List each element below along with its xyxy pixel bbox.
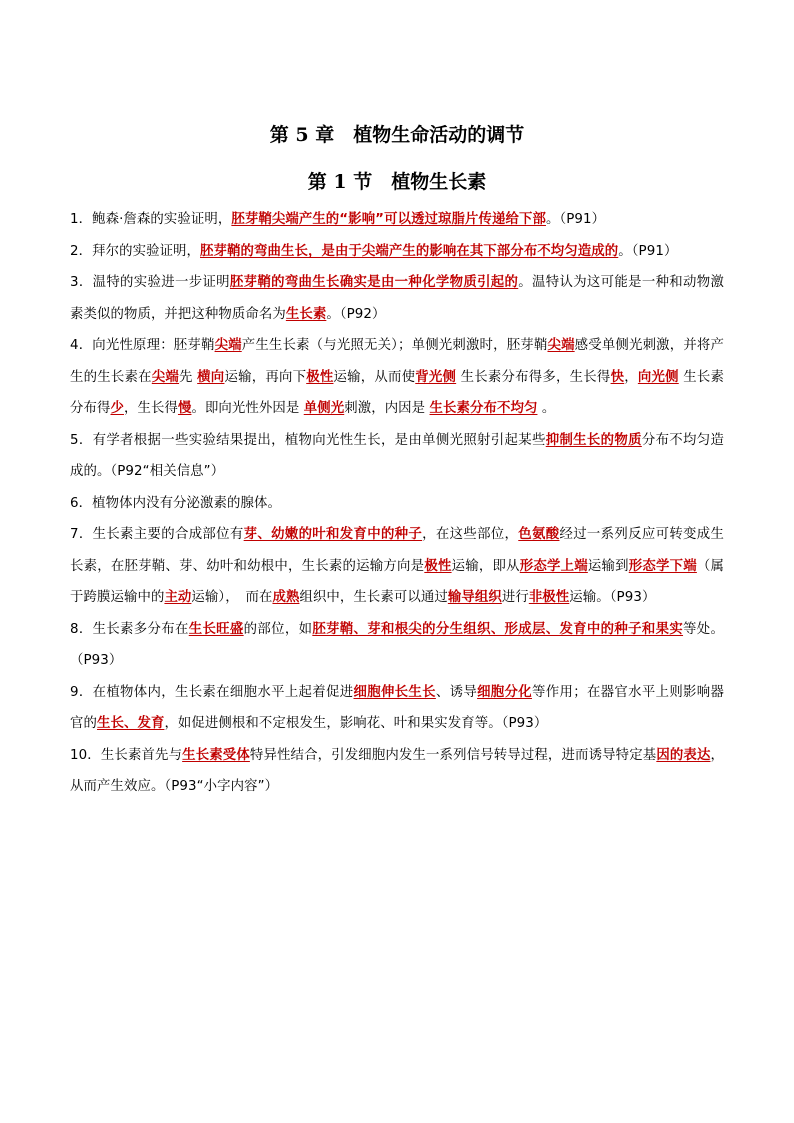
text-segment: 运输到 xyxy=(587,558,629,574)
key-answer: 尖端 xyxy=(214,338,242,353)
text-segment: 7．生长素主要的合成部位有 xyxy=(70,527,244,542)
key-answer: 胚芽鞘、芽和根尖的分生组织、形成层、发育中的种子和果实 xyxy=(312,621,684,637)
key-answer: 生长素分布不均匀 xyxy=(429,401,538,416)
key-answer: 尖端 xyxy=(547,338,575,353)
key-answer: 极性 xyxy=(424,558,452,574)
text-segment: ，如促进侧根和不定根发生，影响花、叶和果实发育等。（P93） xyxy=(164,716,548,731)
key-answer: 非极性 xyxy=(528,590,570,605)
key-answer: 极性 xyxy=(306,369,334,385)
key-answer: 胚芽鞘尖端产生的“影响”可以透过琼脂片传递给下部 xyxy=(231,212,546,227)
key-answer: 芽、幼嫩的叶和发育中的种子 xyxy=(243,527,423,542)
text-segment: 。（P91） xyxy=(545,212,606,227)
text-segment: 特异性结合，引发细胞内发生一系列信号转导过程，进而诱导特定基 xyxy=(249,747,657,763)
text-segment: ， xyxy=(624,369,638,385)
text-segment: （属于跨膜运输中的 xyxy=(70,558,725,605)
section-title: 第 1 节 植物生长素 xyxy=(307,171,487,193)
text-segment: 5．有学者根据一些实验结果提出，植物向光性生长，是由单侧光照射引起某些 xyxy=(70,432,546,448)
key-answer: 细胞分化 xyxy=(477,684,533,700)
text-segment: 。温特认为这可能是一种和动物激素类似的物质，并把这种物质命名为 xyxy=(70,275,724,322)
key-answer: 形态学下端 xyxy=(628,558,697,574)
text-segment: 3．温特的实验进一步证明 xyxy=(70,275,230,290)
key-answer: 胚芽鞘的弯曲生长确实是由一种化学物质引起的 xyxy=(229,275,519,290)
text-segment: 等处。（P93） xyxy=(70,621,724,668)
text-segment: 1．鲍森·詹森的实验证明， xyxy=(70,212,232,227)
key-answer: 单侧光 xyxy=(303,401,345,416)
list-item xyxy=(70,267,724,330)
key-answer: 胚芽鞘的弯曲生长，是由于尖端产生的影响在其下部分布不均匀造成的 xyxy=(200,243,619,259)
text-segment: 4．向光性原理：胚芽鞘 xyxy=(70,338,215,353)
text-segment: 运输，即从 xyxy=(451,558,520,574)
text-segment: 运输）， 而在 xyxy=(191,590,273,605)
text-segment: ，从而产生效应。（P93“小字内容”） xyxy=(70,747,725,794)
key-answer: 输导组织 xyxy=(447,590,502,605)
text-segment: 产生生长素（与光照无关）；单侧光刺激时，胚芽鞘 xyxy=(241,338,548,353)
text-segment: 进行 xyxy=(501,590,529,605)
text-segment: 8．生长素多分布在 xyxy=(70,621,189,637)
key-answer: 生长素受体 xyxy=(182,747,250,763)
key-answer: 向光侧 xyxy=(637,369,679,385)
text-segment: 。（P91） xyxy=(618,243,678,259)
text-segment: 。即向光性外因是 xyxy=(191,401,304,416)
knowledge-points-list xyxy=(70,204,724,803)
text-segment: 9．在植物体内，生长素在细胞水平上起着促进 xyxy=(70,684,354,700)
text-segment: 10．生长素首先与 xyxy=(70,747,183,763)
text-segment: 等作用；在器官水平上则影响器官的 xyxy=(70,684,725,731)
text-segment: 的部位，如 xyxy=(243,621,313,637)
text-segment: 分布不均匀造成的。（P92“相关信息”） xyxy=(70,432,724,479)
key-answer: 形态学上端 xyxy=(519,558,588,574)
list-item xyxy=(70,330,724,425)
list-item xyxy=(70,236,724,268)
list-item xyxy=(70,425,724,488)
key-answer: 快 xyxy=(610,369,625,385)
key-answer: 横向 xyxy=(197,369,225,385)
list-item xyxy=(70,519,724,614)
text-segment: 、诱导 xyxy=(435,684,478,700)
key-answer: 尖端 xyxy=(151,369,180,385)
key-answer: 抑制生长的物质 xyxy=(545,432,642,448)
key-answer: 生长素 xyxy=(285,306,327,322)
text-segment: 运输。（P93） xyxy=(569,590,656,605)
key-answer: 少 xyxy=(110,401,124,416)
text-segment: 刺激，内因是 xyxy=(344,401,430,416)
text-segment: ，生长得 xyxy=(123,401,178,416)
key-answer: 因的表达 xyxy=(656,747,711,763)
list-item xyxy=(70,677,724,740)
chapter-title: 第 5 章 植物生命活动的调节 xyxy=(269,124,525,146)
text-segment: 组织中，生长素可以通过 xyxy=(299,590,448,605)
text-segment: 运输，再向下 xyxy=(224,369,307,385)
text-segment: ，在这些部位， xyxy=(422,527,519,542)
key-answer: 细胞伸长生长 xyxy=(353,684,436,700)
list-item xyxy=(70,204,724,236)
text-segment: 生长素分布得多，生长得 xyxy=(456,369,611,385)
list-item xyxy=(70,488,724,520)
text-segment: 6．植物体内没有分泌激素的腺体。 xyxy=(70,495,281,511)
text-segment: 2．拜尔的实验证明， xyxy=(70,243,201,259)
list-item xyxy=(70,740,724,803)
text-segment: 生长素分布得 xyxy=(70,369,724,416)
list-item xyxy=(70,614,724,677)
text-segment: 先 xyxy=(179,369,198,385)
text-segment: 经过一系列反应可转变成生长素，在胚芽鞘、芽、幼叶和幼根中，生长素的运输方向是 xyxy=(70,527,724,574)
key-answer: 生长旺盛 xyxy=(188,621,244,637)
key-answer: 生长、发育 xyxy=(96,716,165,731)
key-answer: 慢 xyxy=(177,401,192,416)
key-answer: 主动 xyxy=(164,590,192,605)
text-segment: 感受单侧光刺激，并将产生的生长素在 xyxy=(70,338,724,385)
text-segment: 。（P92） xyxy=(326,306,386,322)
key-answer: 成熟 xyxy=(272,590,300,605)
key-answer: 背光侧 xyxy=(415,369,457,385)
key-answer: 色氨酸 xyxy=(518,527,560,542)
text-segment: 运输，从而使 xyxy=(333,369,416,385)
text-segment: 。 xyxy=(537,401,556,416)
